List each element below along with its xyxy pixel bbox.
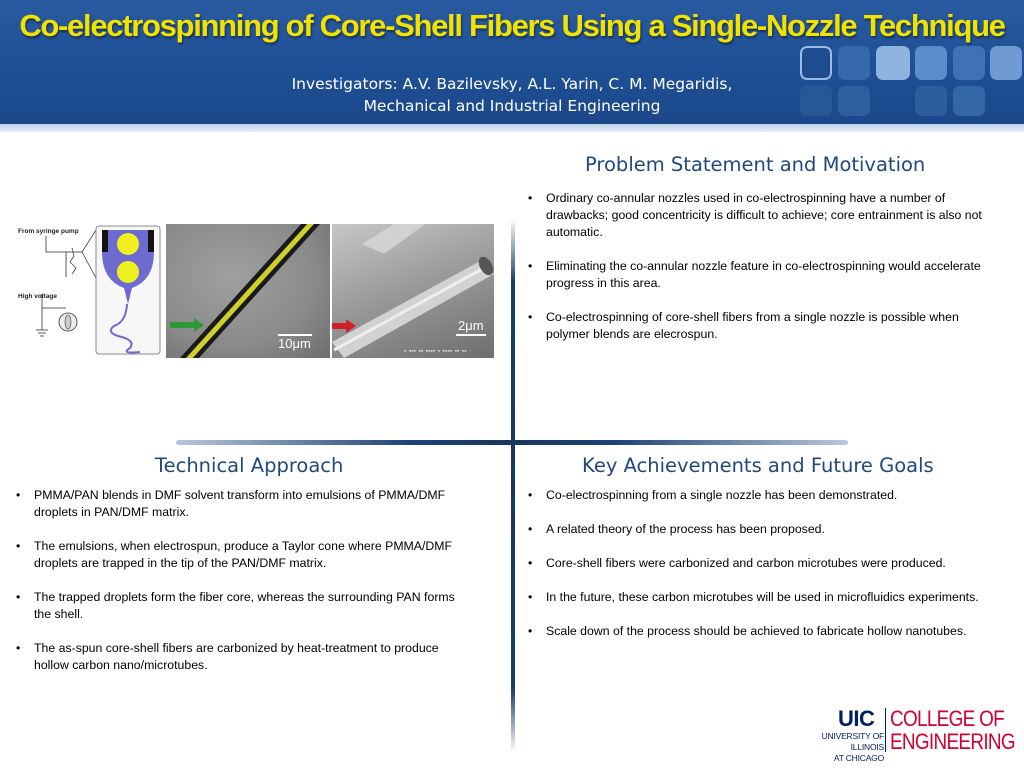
list-item: • Core-shell fibers were carbonized and carbon microtubes were produced. [528,556,946,570]
sem-micrograph [332,224,494,358]
electrospinning-schematic [14,222,164,360]
scale-label-sem: 2μm [458,318,484,333]
logo-uic: UIC [838,706,875,731]
uic-engineering-logo [794,706,1015,763]
tem-micrograph [166,224,330,358]
bullet-icon: • [528,259,533,273]
schematic-label-pump: From syringe pump [18,228,79,235]
investigators-names: Investigators: A.V. Bazilevsky, A.L. Yarin, C. M. Megaridis, [291,75,733,93]
bullet-icon: • [16,641,21,655]
header-banner [0,0,1024,132]
problem-heading: Problem Statement and Motivation [585,153,926,176]
hollow-tube-image [332,224,494,358]
list-item: • Scale down of the process should be achieved to fabricate hollow nanotubes. [528,624,967,638]
list-item: • The trapped droplets form the fiber core, whereas the surrounding PAN forms the shell. [16,590,455,621]
bullet-icon: • [16,539,21,553]
schematic-label-voltage: High voltage [18,293,58,300]
department: Mechanical and Industrial Engineering [363,97,661,115]
logo-engineering: ENGINEERING [890,729,1015,754]
poster-title: Co-electrospinning of Core-Shell Fibers Using a Single-Nozzle Technique [19,8,1005,43]
sem-info-strip: ▪ ▪▪▪ ▪▪ ▪▪▪▪ ▪ ▪▪▪▪ ▪▪ ▪▪ [404,348,467,353]
logo-divider [885,708,886,752]
bullet-icon: • [16,590,21,604]
list-item: • Co-electrospinning of core-shell fibers from a single nozzle is possible when polymer blends are elecrospun. [528,310,959,341]
bullet-icon: • [528,556,533,570]
bullet-icon: • [528,590,533,604]
list-item: • The as-spun core-shell fibers are carbonized by heat-treatment to produce hollow carbon nano/microtubes. [16,641,439,672]
investigators [0,73,1024,117]
vertical-divider [511,218,515,753]
banner-band [0,124,1024,132]
bullet-icon: • [528,522,533,536]
logo-university [794,731,884,764]
list-item: • PMMA/PAN blends in DMF solvent transform into emulsions of PMMA/DMF droplets in PAN/DMF matrix. [16,488,446,519]
bullet-icon: • [16,488,21,502]
bullet-icon: • [528,624,533,638]
list-item: • The emulsions, when electrospun, produce a Taylor cone where PMMA/DMF droplets are trapped in the tip of the PAN/DMF matrix. [16,539,453,570]
arrow-icon [170,318,204,332]
achievements-heading: Key Achievements and Future Goals [582,454,934,477]
list-item: • A related theory of the process has been proposed. [528,522,825,536]
logo-college: COLLEGE OF [890,706,1005,731]
achievements-bullets [526,487,986,657]
scale-bar [456,334,486,336]
horizontal-divider [176,440,848,445]
list-item: • Eliminating the co-annular nozzle feature in co-electrospinning would accelerate progress in this area. [528,259,981,290]
logo-univ-line2: AT CHICAGO [833,753,884,763]
list-item: • Co-electrospinning from a single nozzle has been demonstrated. [528,488,898,502]
list-item: • Ordinary co-annular nozzles used in co-electrospinning have a number of drawbacks; good concentricity is difficult to achieve; core entrainment is also not automatic. [528,191,982,239]
bullet-icon: • [528,488,533,502]
bullet-icon: • [528,310,533,324]
problem-bullets [526,190,990,360]
logo-univ-line1: UNIVERSITY OF ILLINOIS [821,731,884,752]
approach-heading: Technical Approach [155,454,344,477]
list-item: • In the future, these carbon microtubes will be used in microfluidics experiments. [528,590,979,604]
scale-label-tem: 10μm [278,336,311,351]
approach-bullets [14,487,464,691]
bullet-icon: • [528,191,533,205]
fiber-figure [14,222,496,360]
